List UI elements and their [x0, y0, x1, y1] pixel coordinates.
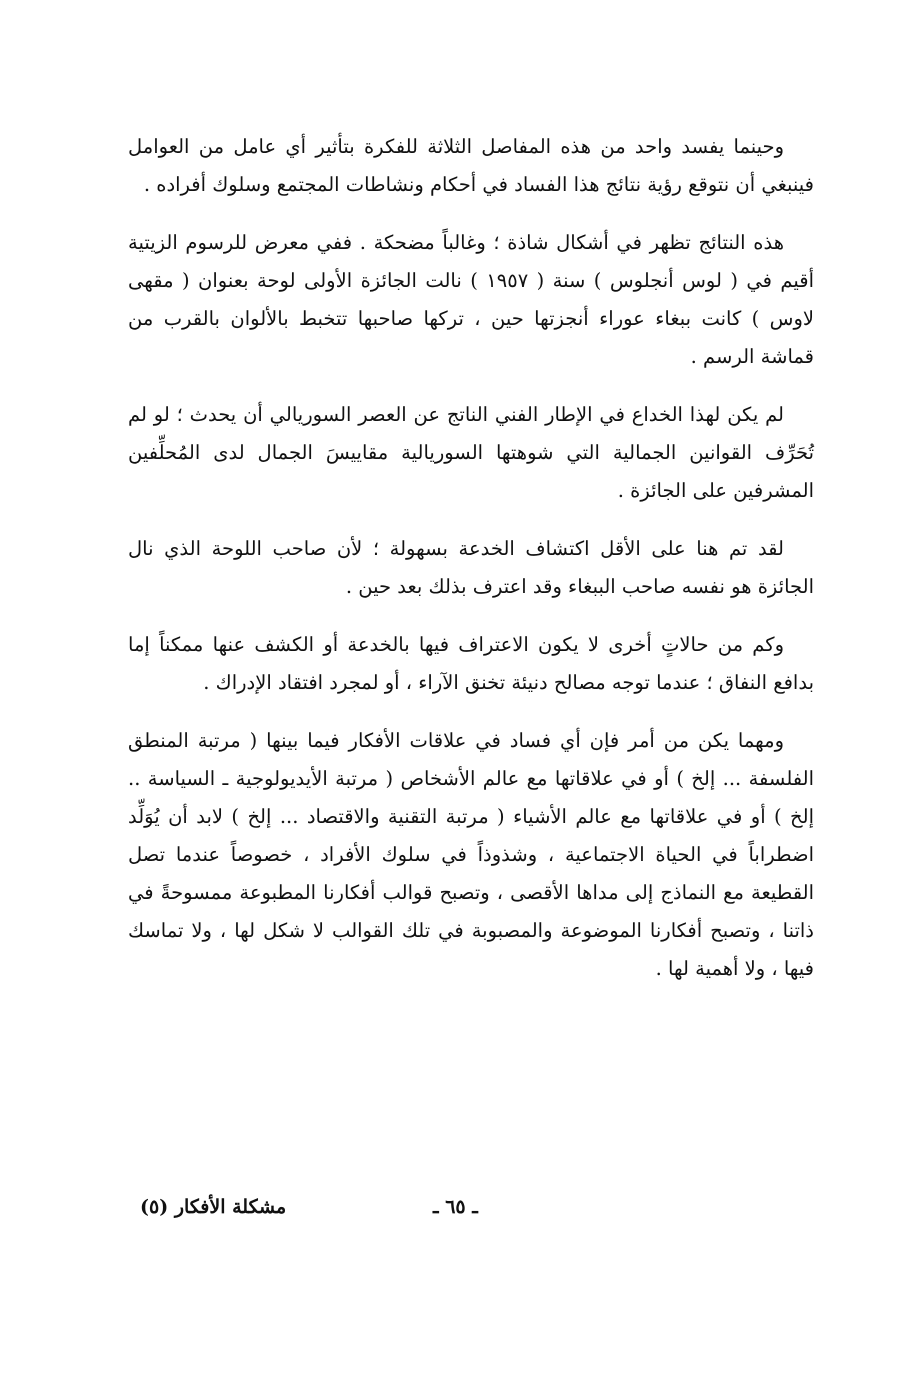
book-title: مشكلة الأفكار (٥): [140, 1196, 287, 1218]
paragraph-6: ومهما يكن من أمر فإن أي فساد في علاقات الأفكار فيما بينها ( مرتبة المنطق الفلسفة ... إلخ ) أو في علاقاتها مع عالم الأشخاص ( مرتبة الأيديولوجية ـ السياسة .. إلخ ) أو في علاقاتها مع عالم الأشياء ( مرتبة التقنية والاقتصاد ... إلخ ) لابد أن يُوَلِّد اضطراباً في الحياة الاجتماعية ، وشذوذاً في سلوك الأفراد ، خصوصاً عندما تصل القطيعة مع النماذج إلى مداها الأقصى ، وتصبح قوالب أفكارنا المطبوعة ممسوحةً في ذاتنا ، وتصبح أفكارنا الموضوعة والمصبوبة في تلك القوالب لا شكل لها ، ولا تماسك فيها ، ولا أهمية لها .: [128, 729, 815, 980]
document-body: [128, 128, 814, 1008]
paragraph-5: وكم من حالاتٍ أخرى لا يكون الاعتراف فيها بالخدعة أو الكشف عنها ممكناً إما بدافع النفاق ؛ عندما توجه مصالح دنيئة تخنق الآراء ، أو لمجرد افتقاد الإدراك .: [128, 633, 814, 694]
paragraph-2: هذه النتائج تظهر في أشكال شاذة ؛ وغالباً مضحكة . ففي معرض للرسوم الزيتية أقيم في ( لوس أنجلوس ) سنة ( ١٩٥٧ ) نالت الجائزة الأولى لوحة بعنوان ( مقهى لاوس ) كانت ببغاء عوراء أنجزتها حين ، تركها صاحبها تتخبط بالألوان بالقرب من قماشة الرسم .: [128, 231, 814, 368]
paragraph-4: لقد تم هنا على الأقل اكتشاف الخدعة بسهولة ؛ لأن صاحب اللوحة الذي نال الجائزة هو نفسه صاحب الببغاء وقد اعترف بذلك بعد حين .: [128, 537, 814, 598]
page-footer: [128, 1190, 814, 1226]
page-number: ـ ٦٥ ـ: [433, 1196, 478, 1218]
paragraph-3: لم يكن لهذا الخداع في الإطار الفني الناتج عن العصر السوريالي أن يحدث ؛ لو لم تُحَرِّف القوانين الجمالية التي شوهتها السوريالية مقاييسَ الجمال لدى المُحلِّفين المشرفين على الجائزة .: [128, 403, 814, 502]
paragraph-1: وحينما يفسد واحد من هذه المفاصل الثلاثة للفكرة بتأثير أي عامل من العوامل فينبغي أن نتوقع رؤية نتائج هذا الفساد في أحكام ونشاطات المجتمع وسلوك أفراده .: [128, 135, 814, 196]
